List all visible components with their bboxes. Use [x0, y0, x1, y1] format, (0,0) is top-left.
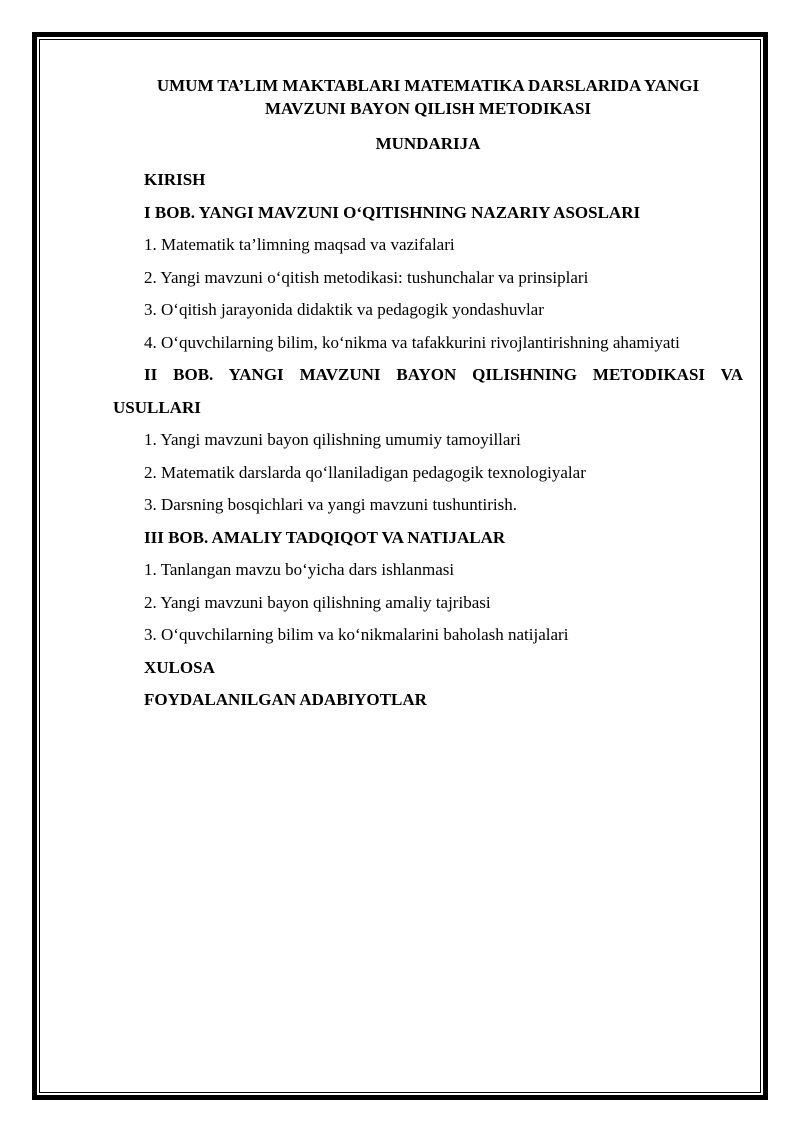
toc-section-1-4: 4. O‘quvchilarning bilim, ko‘nikma va tafakkurini rivojlantirishning ahamiyati — [144, 332, 680, 352]
toc-entry-introduction: KIRISH — [144, 170, 206, 189]
document-title — [113, 74, 743, 120]
toc-chapter-3: III BOB. AMALIY TADQIQOT VA NATIJALAR — [144, 527, 506, 547]
toc-section-3-2: 2. Yangi mavzuni bayon qilishning amaliy tajribasi — [144, 592, 491, 612]
toc-section-2-3: 3. Darsning bosqichlari va yangi mavzuni tushuntirish. — [144, 495, 517, 514]
toc-entry-conclusion: XULOSA — [144, 657, 215, 677]
toc-section-3-1: 1. Tanlangan mavzu bo‘yicha dars ishlanmasi — [144, 560, 455, 579]
document-title-line-2: MAVZUNI BAYON QILISH METODIKASI — [264, 99, 592, 118]
toc-section-1-2: 2. Yangi mavzuni o‘qitish metodikasi: tushunchalar va prinsiplari — [144, 267, 589, 287]
toc-section-3-3: 3. O‘quvchilarning bilim va ko‘nikmalarini baholash natijalari — [144, 625, 569, 644]
toc-entry-references: FOYDALANILGAN ADABIYOTLAR — [144, 690, 427, 709]
page-content — [113, 74, 743, 717]
toc-chapter-2: II BOB. YANGI MAVZUNI BAYON QILISHNING METODIKASI VA USULLARI — [113, 365, 743, 417]
toc-section-2-1: 1. Yangi mavzuni bayon qilishning umumiy tamoyillari — [144, 430, 521, 449]
document-title-line-1: UMUM TA’LIM MAKTABLARI MATEMATIKA DARSLARIDA YANGI — [156, 76, 700, 95]
toc-section-1-1: 1. Matematik ta’limning maqsad va vazifalari — [144, 235, 455, 254]
toc-section-1-3: 3. O‘qitish jarayonida didaktik va pedagogik yondashuvlar — [144, 300, 544, 319]
toc-heading: MUNDARIJA — [375, 134, 481, 153]
toc-chapter-1: I BOB. YANGI MAVZUNI O‘QITISHNING NAZARIY ASOSLARI — [144, 202, 641, 222]
table-of-contents — [113, 164, 743, 717]
toc-section-2-2: 2. Matematik darslarda qo‘llaniladigan pedagogik texnologiyalar — [144, 462, 586, 482]
